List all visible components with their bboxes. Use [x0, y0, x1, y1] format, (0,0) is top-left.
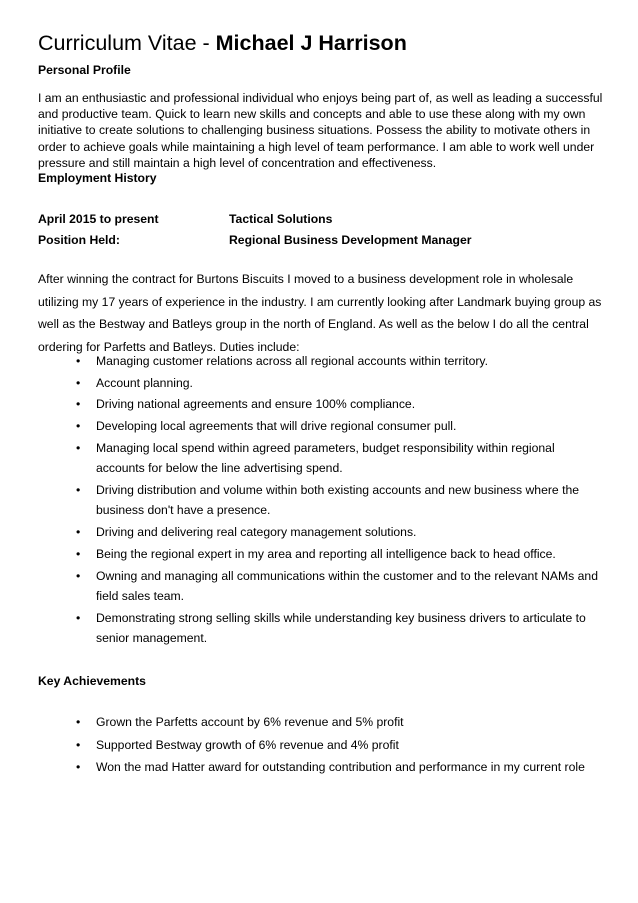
list-item-text: Managing customer relations across all regional accounts within territory.: [96, 354, 488, 368]
bullet-icon: •: [76, 546, 81, 561]
employment-company: Tactical Solutions: [229, 212, 333, 226]
list-item-text: Driving and delivering real category management solutions.: [96, 525, 417, 540]
duties-list: [0, 351, 600, 650]
list-item: [0, 438, 600, 479]
bullet-icon: •: [76, 610, 81, 625]
bullet-icon: •: [76, 568, 81, 583]
list-item: [0, 394, 600, 415]
position-held-row: [38, 233, 472, 247]
employment-dates: April 2015 to present: [38, 212, 159, 226]
list-item-text: Account planning.: [96, 375, 193, 390]
list-item: [0, 480, 600, 521]
list-item: [0, 608, 600, 649]
bullet-icon: •: [76, 715, 81, 729]
list-item: [0, 416, 600, 437]
achievements-list: [0, 712, 600, 780]
list-item: [0, 757, 600, 778]
list-item-text: Being the regional expert in my area and reporting all intelligence back to head office.: [96, 546, 556, 561]
list-item-text: Won the mad Hatter award for outstanding contribution and performance in my current role: [96, 760, 585, 774]
list-item-text: Owning and managing all communications within the customer and to the relevant NAMs and field sales team.: [96, 568, 598, 603]
bullet-icon: •: [76, 737, 81, 752]
list-item: [0, 735, 600, 756]
list-item-text: Demonstrating strong selling skills while understanding key business drivers to articulate to senior management.: [96, 610, 586, 646]
key-achievements-heading: Key Achievements: [38, 674, 146, 688]
bullet-icon: •: [76, 354, 81, 368]
list-item: [0, 566, 600, 607]
employment-summary: After winning the contract for Burtons Biscuits I moved to a business development role in wholesale utilizing my 17 years of experience in the industry. I am currently looking after Landmark buying group as well as the Bestway and Batleys group in the north of England. As well as the below I do all the central ordering for Parfetts and Batleys. Duties include:: [38, 272, 602, 354]
list-item: [0, 373, 600, 394]
list-item: [0, 522, 600, 543]
position-held-title: Regional Business Development Manager: [229, 233, 472, 247]
bullet-icon: •: [76, 397, 81, 412]
list-item-text: Driving distribution and volume within both existing accounts and new business where the business don't have a presence.: [96, 482, 580, 518]
list-item-text: Supported Bestway growth of 6% revenue and 4% profit: [96, 737, 399, 752]
employment-dates-row: [38, 212, 333, 226]
bullet-icon: •: [76, 760, 81, 774]
list-item: [0, 712, 600, 733]
list-item: [0, 544, 600, 565]
bullet-icon: •: [76, 440, 81, 455]
bullet-icon: •: [76, 525, 81, 540]
bullet-icon: •: [76, 482, 81, 497]
list-item-text: Grown the Parfetts account by 6% revenue and 5% profit: [96, 715, 404, 729]
candidate-name: Michael J Harrison: [215, 31, 407, 55]
bullet-icon: •: [76, 375, 81, 390]
bullet-icon: •: [76, 419, 81, 434]
list-item-text: Developing local agreements that will drive regional consumer pull.: [96, 419, 457, 434]
list-item: [0, 351, 600, 372]
page-title: [38, 30, 407, 56]
list-item-text: Driving national agreements and ensure 100% compliance.: [96, 397, 416, 412]
personal-profile-text: I am an enthusiastic and professional individual who enjoys being part of, as well as leading a successful and productive team. Quick to learn new skills and concepts and able to use these along with my own initiative to create solutions to challenging business situations. Possess the ability to motivate others in order to achieve goals while maintaining a high level of team performance. I am able to work well under pressure and still maintain a high level of concentration and effectiveness.: [38, 91, 603, 170]
list-item-text: Managing local spend within agreed parameters, budget responsibility within regional accounts for below the line advertising spend.: [96, 440, 555, 476]
personal-profile-heading: Personal Profile: [38, 63, 131, 77]
position-held-label: Position Held:: [38, 233, 120, 247]
title-prefix: Curriculum Vitae -: [38, 31, 216, 55]
employment-history-heading: Employment History: [38, 171, 157, 185]
